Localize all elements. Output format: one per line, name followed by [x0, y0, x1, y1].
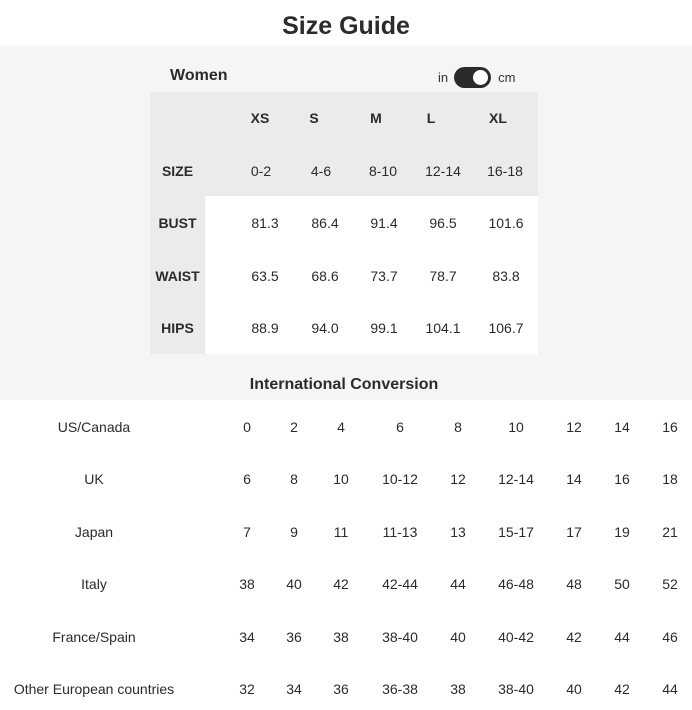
conversion-cell: 46 — [662, 629, 678, 645]
bust-cell: 81.3 — [251, 215, 279, 231]
size-header-xl: XL — [489, 110, 507, 126]
unit-cm-label[interactable]: cm — [498, 69, 516, 85]
conversion-cell: 11-13 — [382, 524, 418, 540]
conversion-cell: 44 — [450, 576, 466, 592]
size-cell: 16-18 — [487, 163, 523, 179]
conversion-cell: 32 — [239, 681, 255, 697]
conversion-cell: 42 — [333, 576, 349, 592]
conversion-cell: 14 — [566, 471, 582, 487]
conversion-cell: 6 — [396, 419, 404, 435]
conversion-cell: 12 — [450, 471, 466, 487]
unit-in-label[interactable]: in — [438, 69, 449, 85]
size-cell: 0-2 — [250, 163, 272, 179]
switch-knob-icon — [473, 70, 488, 85]
conversion-row-us-canada — [0, 415, 692, 439]
conversion-cell: 36 — [333, 681, 349, 697]
conversion-cell: 12 — [566, 419, 582, 435]
conversion-row-uk — [0, 467, 692, 491]
conversion-cell: 17 — [566, 524, 582, 540]
conversion-cell: 38 — [239, 576, 255, 592]
conversion-cell: 8 — [454, 419, 462, 435]
page-title: Size Guide — [282, 12, 410, 40]
conversion-cell: 46-48 — [498, 576, 534, 592]
conversion-cell: 15-17 — [498, 524, 534, 540]
conversion-cell: 14 — [614, 419, 630, 435]
region-label: US/Canada — [57, 419, 131, 435]
conversion-row-other-european — [0, 677, 692, 701]
conversion-row-france-spain — [0, 625, 692, 649]
conversion-cell: 19 — [614, 524, 630, 540]
conversion-cell: 13 — [450, 524, 466, 540]
conversion-cell: 10 — [508, 419, 524, 435]
hips-cell: 88.9 — [251, 320, 279, 336]
size-header-l: L — [426, 110, 436, 126]
conversion-cell: 44 — [614, 629, 630, 645]
conversion-cell: 0 — [243, 419, 251, 435]
bust-cell: 86.4 — [311, 215, 339, 231]
bust-cell: 91.4 — [370, 215, 398, 231]
unit-switch[interactable] — [454, 67, 491, 88]
size-header-xs: XS — [250, 110, 270, 126]
hips-cell: 104.1 — [425, 320, 461, 336]
conversion-row-italy — [0, 572, 692, 596]
conversion-cell: 18 — [662, 471, 678, 487]
international-conversion-heading: International Conversion — [249, 376, 439, 393]
region-label: UK — [84, 471, 104, 487]
conversion-cell: 34 — [239, 629, 255, 645]
conversion-cell: 42 — [614, 681, 630, 697]
waist-cell: 73.7 — [370, 268, 398, 284]
conversion-cell: 38 — [450, 681, 466, 697]
conversion-cell: 38 — [333, 629, 349, 645]
conversion-cell: 40-42 — [498, 629, 534, 645]
conversion-cell: 42 — [566, 629, 582, 645]
size-table-header-bg — [150, 92, 538, 196]
conversion-cell: 16 — [662, 419, 678, 435]
conversion-cell: 2 — [290, 419, 298, 435]
conversion-cell: 42-44 — [382, 576, 418, 592]
conversion-cell: 48 — [566, 576, 582, 592]
women-heading: Women — [170, 67, 228, 84]
row-label-bust: BUST — [158, 215, 197, 231]
row-label-size: SIZE — [161, 163, 194, 179]
conversion-cell: 36 — [286, 629, 302, 645]
row-label-waist: WAIST — [155, 268, 200, 284]
size-header-m: M — [370, 110, 382, 126]
region-label: Japan — [74, 524, 114, 540]
region-label: Italy — [81, 576, 107, 592]
conversion-cell: 44 — [662, 681, 678, 697]
region-label: Other European countries — [13, 681, 175, 697]
conversion-cell: 10-12 — [382, 471, 418, 487]
conversion-cell: 11 — [333, 524, 349, 540]
hips-cell: 106.7 — [488, 320, 524, 336]
waist-cell: 78.7 — [429, 268, 457, 284]
size-cell: 4-6 — [310, 163, 332, 179]
conversion-cell: 12-14 — [498, 471, 534, 487]
conversion-cell: 40 — [286, 576, 302, 592]
conversion-cell: 36-38 — [382, 681, 418, 697]
conversion-cell: 34 — [286, 681, 302, 697]
conversion-cell: 8 — [290, 471, 298, 487]
conversion-cell: 38-40 — [382, 629, 418, 645]
conversion-cell: 10 — [333, 471, 349, 487]
waist-cell: 63.5 — [251, 268, 279, 284]
waist-cell: 83.8 — [492, 268, 520, 284]
conversion-cell: 6 — [243, 471, 251, 487]
conversion-cell: 40 — [450, 629, 466, 645]
size-cell: 12-14 — [425, 163, 461, 179]
conversion-cell: 52 — [662, 576, 678, 592]
conversion-cell: 16 — [614, 471, 630, 487]
conversion-row-japan — [0, 520, 692, 544]
conversion-cell: 38-40 — [498, 681, 534, 697]
conversion-cell: 50 — [614, 576, 630, 592]
hips-cell: 94.0 — [311, 320, 339, 336]
region-label: France/Spain — [52, 629, 136, 645]
size-header-s: S — [309, 110, 319, 126]
waist-cell: 68.6 — [311, 268, 339, 284]
hips-cell: 99.1 — [370, 320, 398, 336]
bust-cell: 101.6 — [488, 215, 524, 231]
row-label-hips: HIPS — [161, 320, 194, 336]
size-cell: 8-10 — [368, 163, 398, 179]
unit-toggle[interactable] — [438, 66, 515, 88]
conversion-cell: 9 — [290, 524, 298, 540]
conversion-cell: 4 — [337, 419, 345, 435]
conversion-cell: 7 — [243, 524, 251, 540]
women-size-table — [150, 92, 538, 354]
conversion-cell: 40 — [566, 681, 582, 697]
bust-cell: 96.5 — [429, 215, 457, 231]
conversion-cell: 21 — [662, 524, 678, 540]
